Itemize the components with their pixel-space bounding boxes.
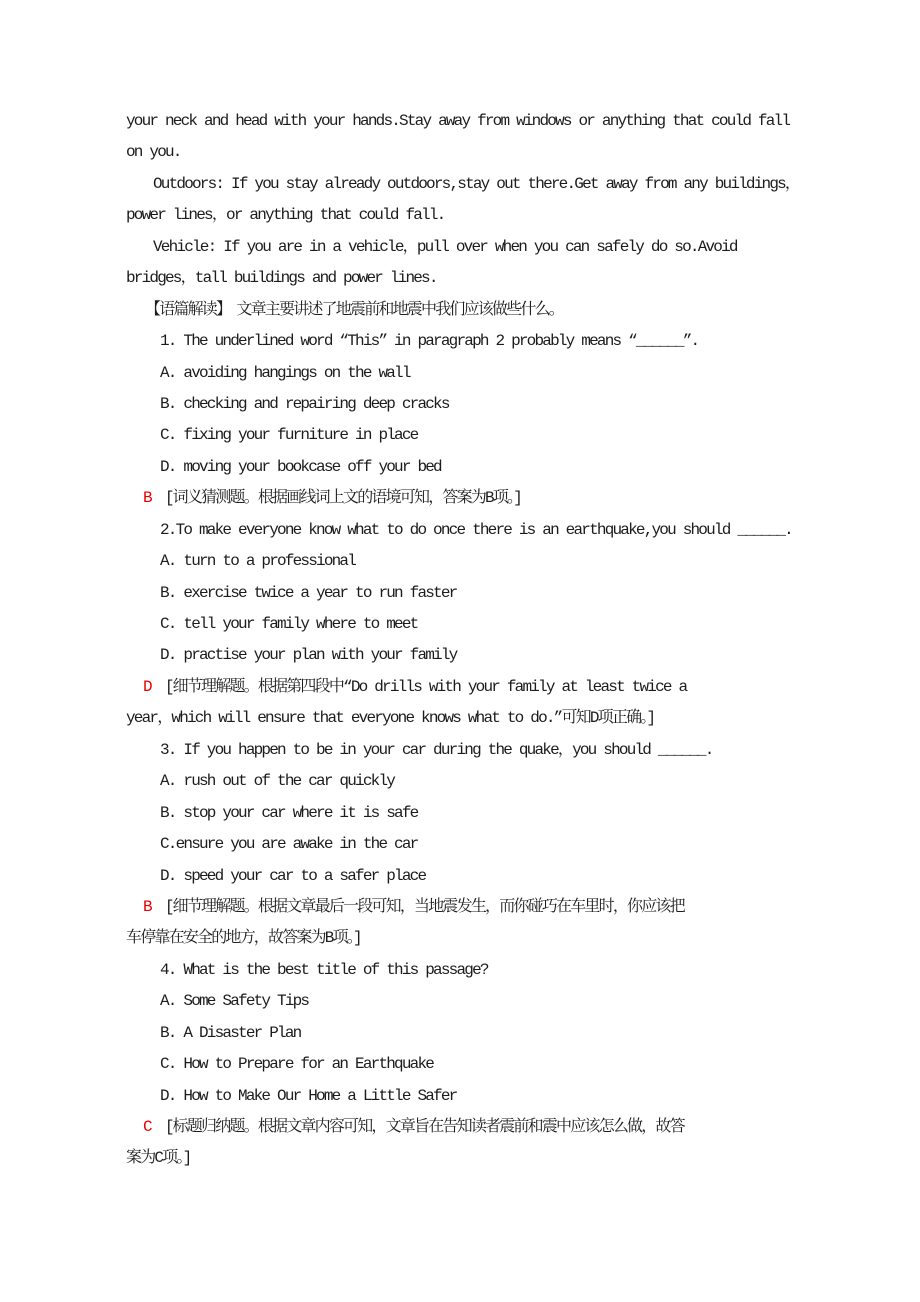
option-line [126,766,802,797]
option-line [126,452,802,483]
answer-letter: B [143,897,151,916]
explanation-text: [标题归纳题。根据文章内容可知，文章旨在告知读者震前和震中应该怎么做，故答 [164,1118,684,1136]
explanation-text: [词义猜测题。根据画线词上文的语境可知，答案为B项。] [164,489,522,508]
text-content: D. speed your car to a safer place [160,866,426,885]
answer-letter: B [143,489,151,508]
text-content: A. avoiding hangings on the wall [160,363,410,382]
option-line [126,1049,802,1080]
text-content: 【语篇解读】 文章主要讲述了地震前和地震中我们应该做些什么。 [145,300,564,319]
text-content: B. checking and repairing deep cracks [160,394,449,413]
answer-line [126,672,802,703]
passage-paragraph-line [126,232,802,263]
text-content: B. exercise twice a year to run faster [160,583,457,602]
text-content: D. How to Make Our Home a Little Safer [160,1086,457,1105]
option-line [126,420,802,451]
option-line [126,1018,802,1049]
explanation-continuation-line [126,923,802,954]
text-content: D. moving your bookcase off your bed [160,457,441,476]
passage-text-line [126,137,802,168]
option-line [126,578,802,609]
explanation-text: [细节理解题。根据第四段中“Do drills with your family at least twice a [164,677,687,696]
passage-text-line [126,200,802,231]
text-content: year，which will ensure that everyone knows what to do.”可知D项正确。] [126,709,655,728]
answer-line [126,1112,802,1143]
text-content: Vehicle: If you are in a vehicle，pull over when you can safely do so.Avoid [153,237,737,256]
text-content: C. tell your family where to meet [160,615,418,633]
text-content: C. How to Prepare for an Earthquake [160,1055,434,1074]
text-content: 2.To make everyone know what to do once there is an earthquake,you should ______. [160,520,792,539]
question-line [126,515,802,546]
text-content: 4. What is the best title of this passage? [160,960,488,979]
option-line [126,798,802,829]
option-line [126,829,802,860]
text-content: C.ensure you are awake in the car [160,835,418,854]
text-content: B. A Disaster Plan [160,1023,301,1042]
text-content: A. Some Safety Tips [160,992,309,1011]
text-content: bridges，tall buildings and power lines. [126,269,437,288]
text-content: D. practise your plan with your family [160,646,457,665]
answer-line [126,892,802,923]
text-content: 1. The underlined word “This” in paragraph 2 probably means “______”. [160,332,699,351]
text-content: Outdoors: If you stay already outdoors,stay out there.Get away from any buildings， [153,174,800,193]
text-content: on you. [126,143,181,162]
text-content: power lines，or anything that could fall. [126,206,445,225]
text-content: C. fixing your furniture in place [160,426,418,445]
text-content: 车停靠在安全的地方，故答案为B项。] [126,929,361,948]
question-line [126,326,802,357]
option-line [126,546,802,577]
option-line [126,358,802,389]
option-line [126,389,802,420]
passage-paragraph-line [126,169,802,200]
passage-text-line [126,263,802,294]
option-line [126,1081,802,1112]
text-content: 案为C项。] [126,1149,191,1168]
text-content: B. stop your car where it is safe [160,803,418,822]
explanation-continuation-line [126,1143,802,1174]
answer-line [126,483,802,514]
question-line [126,955,802,986]
text-content: your neck and head with your hands.Stay away from windows or anything that could fall [126,112,790,130]
option-line [126,609,802,640]
option-line [126,640,802,671]
text-content: A. turn to a professional [160,552,356,571]
passage-text-line [126,106,802,137]
explanation-text: [细节理解题。根据文章最后一段可知，当地震发生，而你碰巧在车里时，你应该把 [164,897,684,916]
option-line [126,986,802,1017]
question-line [126,735,802,766]
text-content: A. rush out of the car quickly [160,772,395,791]
explanation-continuation-line [126,703,802,734]
option-line [126,861,802,892]
answer-letter: C [143,1118,151,1136]
document-content [126,106,802,1175]
text-content: 3. If you happen to be in your car during the quake，you should ______. [160,740,713,759]
answer-letter: D [143,677,151,696]
passage-analysis-line [126,295,802,326]
